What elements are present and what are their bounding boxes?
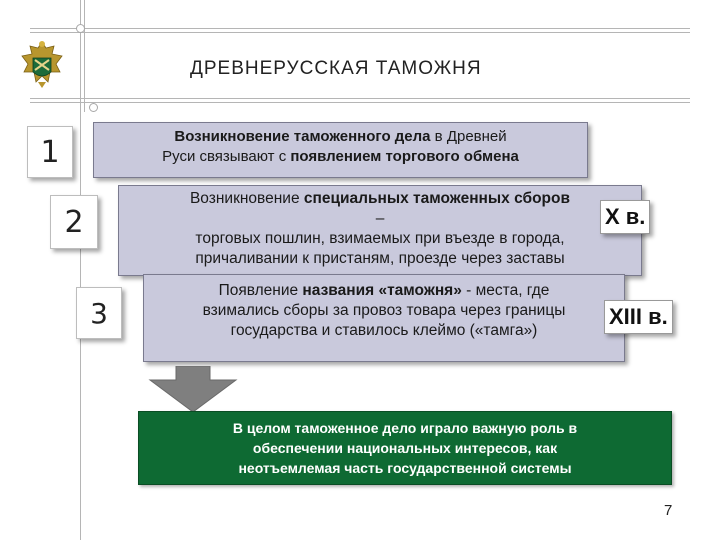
box3-bold-2: названия «таможня» (302, 282, 462, 299)
box2-dash: – (375, 210, 385, 227)
down-arrow-icon (148, 366, 238, 414)
frame-dot-top (76, 24, 85, 33)
step-number-2-text: 2 (64, 204, 84, 240)
box3-text-5: государства и ставилось клеймо («тамга») (230, 322, 538, 339)
customs-emblem-icon (18, 38, 66, 90)
frame-hline-top-2 (30, 32, 690, 33)
frame-hline-top (30, 28, 690, 29)
page-number: 7 (664, 502, 673, 519)
fact-box-3 (143, 274, 625, 362)
box2-text-4: торговых пошлин, взимаемых при въезде в города, (195, 230, 565, 247)
box1-bold-4: появлением торгового обмена (290, 148, 519, 165)
frame-hline-mid (30, 98, 690, 99)
box1-text-2: в Древней (430, 128, 507, 145)
box2-bold-2: специальных таможенных сборов (303, 190, 571, 207)
frame-vline-left (80, 0, 81, 540)
frame-dot-mid (89, 103, 98, 112)
box3-text-4: взимались сборы за провоз товара через границы (202, 302, 566, 319)
step-number-1 (27, 126, 73, 178)
summary-line-3: неотъемлемая часть государственной системы (238, 460, 572, 476)
step-number-3-text: 3 (90, 296, 108, 330)
box3-text-1: Появление (218, 282, 303, 299)
summary-box (138, 411, 672, 485)
fact-box-1 (93, 122, 588, 178)
century-label-x: X в. (600, 200, 650, 234)
box3-text-3: - места, где (461, 282, 550, 299)
fact-box-2 (118, 185, 642, 276)
summary-line-2: обеспечении национальных интересов, как (252, 440, 558, 456)
box1-bold-1: Возникновение таможенного дела (174, 128, 431, 145)
century-label-xiii: XIII в. (604, 300, 673, 334)
box1-text-3: Руси связывают с (162, 148, 291, 165)
box2-text-5: причаливании к пристаням, проезде через заставы (195, 250, 565, 267)
step-number-2 (50, 195, 98, 249)
step-number-3 (76, 287, 122, 339)
frame-vline-left-inner (84, 0, 85, 112)
box2-text-1: Возникновение (189, 190, 304, 207)
summary-line-1: В целом таможенное дело играло важную роль в (232, 420, 578, 436)
frame-hline-mid-2 (30, 102, 690, 103)
step-number-1-text: 1 (40, 134, 60, 170)
page-title: ДРЕВНЕРУССКАЯ ТАМОЖНЯ (190, 58, 482, 79)
